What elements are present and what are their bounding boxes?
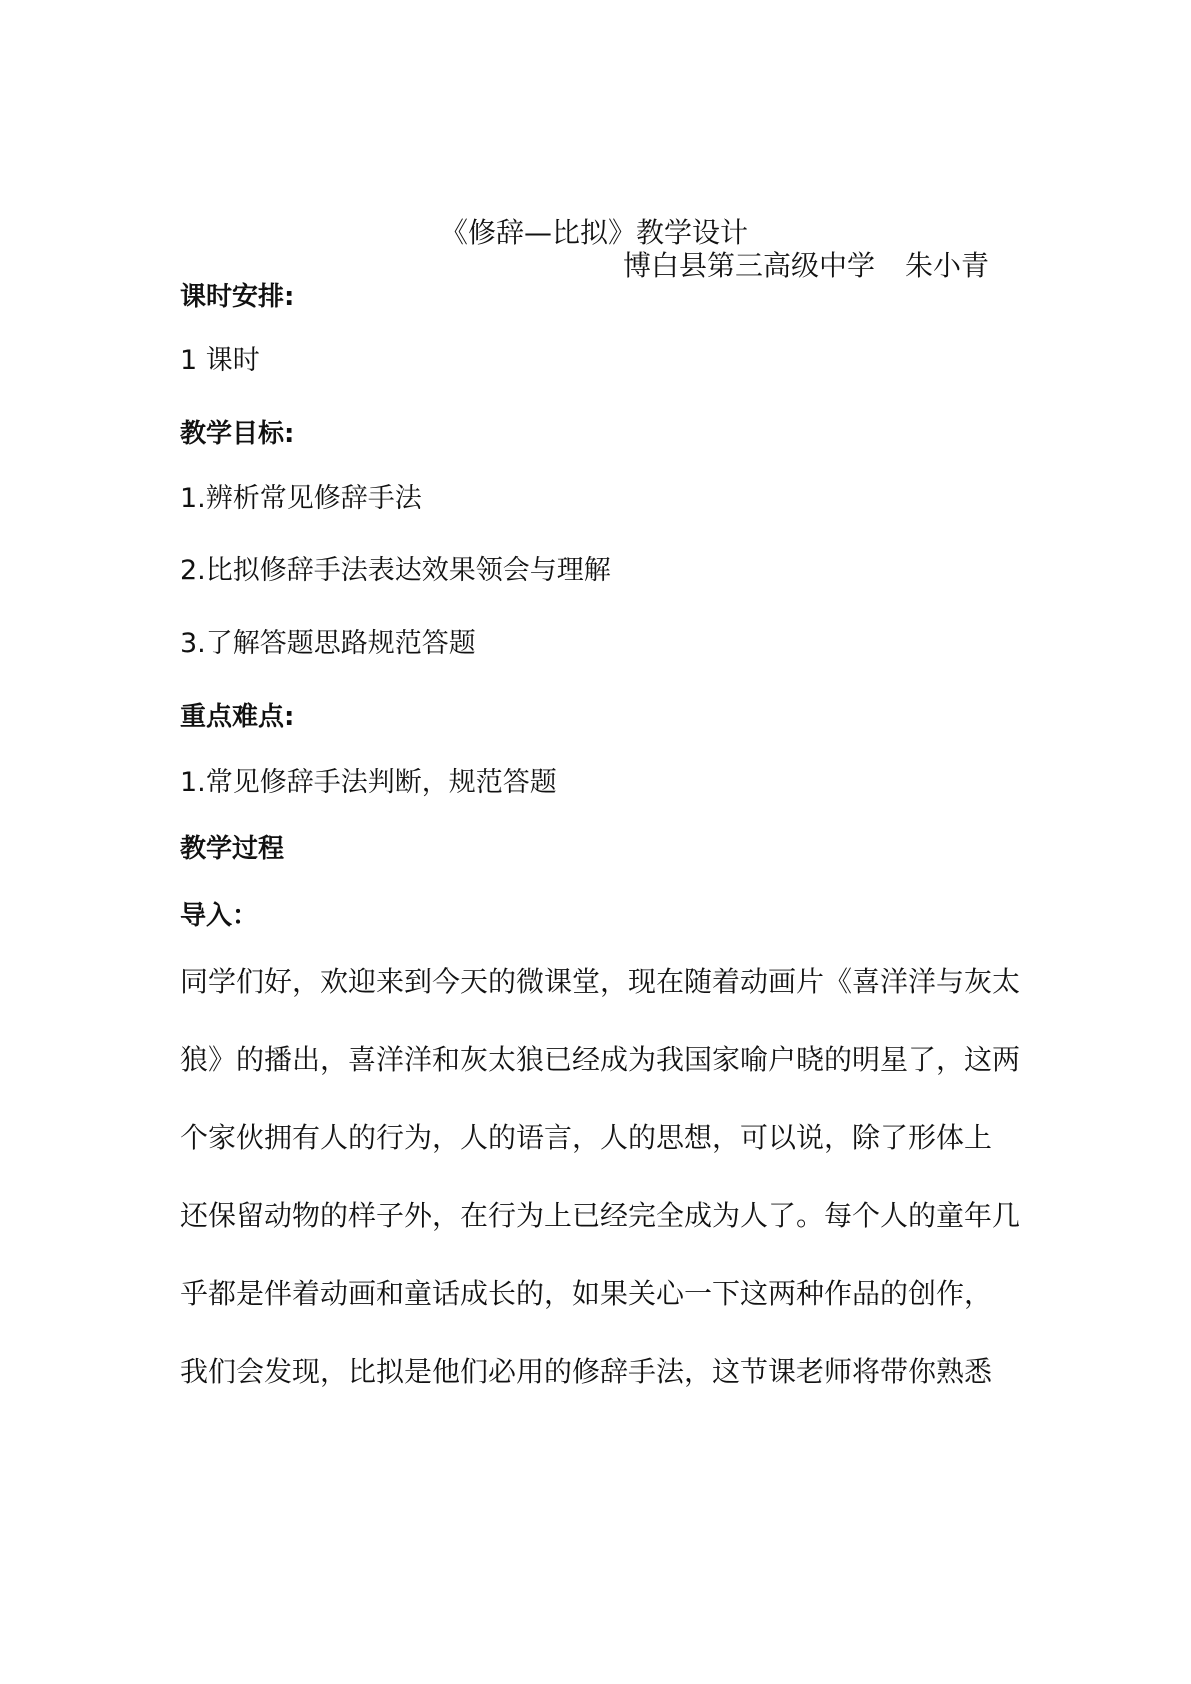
section-heading-process: 教学过程 [180, 834, 285, 864]
section-heading-intro: 导入： [180, 901, 259, 931]
schedule-item: 1 课时 [180, 345, 260, 376]
byline [623, 249, 989, 283]
author-name: 朱小青 [905, 249, 990, 282]
objective-item-2: 2.比拟修辞手法表达效果领会与理解 [180, 555, 611, 586]
key-point-item: 1.常见修辞手法判断，规范答题 [180, 767, 557, 798]
intro-paragraph [180, 943, 1020, 1411]
intro-line-2: 狼》的播出，喜洋洋和灰太狼已经成为我国家喻户晓的明星了，这两 [180, 1043, 1021, 1076]
intro-line-3: 个家伙拥有人的行为，人的语言，人的思想，可以说，除了形体上 [180, 1121, 993, 1154]
objective-item-3: 3.了解答题思路规范答题 [180, 628, 476, 659]
intro-line-6: 我们会发现，比拟是他们必用的修辞手法，这节课老师将带你熟悉 [180, 1355, 993, 1388]
section-heading-schedule: 课时安排: [180, 282, 295, 312]
document-title: 《修辞—比拟》教学设计 [440, 216, 749, 249]
intro-line-1: 同学们好，欢迎来到今天的微课堂，现在随着动画片《喜洋洋与灰太 [180, 965, 1021, 998]
section-heading-key-points: 重点难点: [180, 702, 295, 732]
section-heading-objectives: 教学目标: [180, 419, 295, 449]
school-name: 博白县第三高级中学 [623, 249, 876, 282]
intro-line-4: 还保留动物的样子外，在行为上已经完全成为人了。每个人的童年几 [180, 1199, 1021, 1232]
intro-line-5: 乎都是伴着动画和童话成长的，如果关心一下这两种作品的创作， [180, 1277, 993, 1310]
objective-item-1: 1.辨析常见修辞手法 [180, 483, 422, 514]
